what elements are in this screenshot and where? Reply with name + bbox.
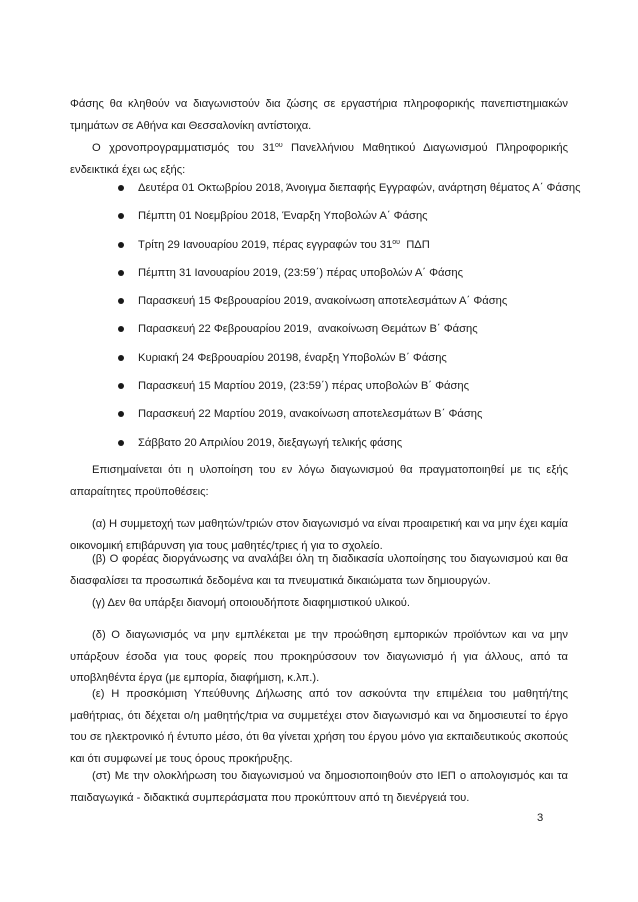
list-item-text: Παρασκευή 15 Μαρτίου 2019, (23:59΄) πέρας υποβολών Β΄ Φάσης	[138, 380, 470, 393]
list-item	[70, 435, 568, 463]
condition-c: (γ) Δεν θα υπάρξει διανομή οποιουδήποτε διαφημιστικού υλικού.	[92, 597, 411, 609]
bullet-icon	[118, 213, 124, 219]
bullet-icon	[118, 411, 124, 417]
list-item	[70, 321, 568, 349]
list-item-text: Δευτέρα 01 Οκτωβρίου 2018, Άνοιγμα διεπαφής Εγγραφών, ανάρτηση θέματος Α΄ Φάσης	[138, 182, 581, 194]
list-item	[70, 406, 568, 434]
condition-a: (α) Η συμμετοχή των μαθητών/τριών στον διαγωνισμό να είναι προαιρετική και να μην έχει καμία οικονομική επιβάρυνση για τους μαθητές/τριες ή για το σχολείο.	[70, 518, 568, 552]
page-number: 3	[537, 812, 544, 824]
paragraph-intro: Φάσης θα κληθούν να διαγωνιστούν δια ζώσης σε εργαστήρια πληροφορικής πανεπιστημιακών τμημάτων σε Αθήνα και Θεσσαλονίκη αντίστοιχα.	[70, 98, 568, 132]
bullet-icon	[118, 440, 124, 446]
list-item-text	[138, 237, 430, 253]
condition-st: (στ) Με την ολοκλήρωση του διαγωνισμού να δημοσιοποιηθούν στο ΙΕΠ ο απολογισμός και τα παιδαγωγικά - διδακτικά συμπεράσματα που προκύπτουν από τη διενέργειά του.	[70, 770, 568, 804]
list-item-text: Πέμπτη 01 Νοεμβρίου 2018, Έναρξη Υποβολών Α΄ Φάσης	[138, 210, 428, 223]
list-item-text-main: Τρίτη 29 Ιανουαρίου 2019, πέρας εγγραφών του 31	[138, 238, 393, 251]
list-item-text: Κυριακή 24 Φεβρουαρίου 20198, έναρξη Υποβολών Β΄ Φάσης	[138, 351, 447, 364]
list-item	[70, 237, 568, 265]
bullet-icon	[118, 270, 124, 276]
list-item	[70, 293, 568, 321]
bullet-icon	[118, 242, 124, 248]
paragraph-schedule	[70, 138, 568, 181]
list-item-text: Πέμπτη 31 Ιανουαρίου 2019, (23:59΄) πέρας υποβολών Α΄ Φάσης	[138, 266, 464, 279]
bullet-icon	[118, 355, 124, 361]
schedule-superscript: ου	[274, 142, 283, 149]
condition-d: (δ) Ο διαγωνισμός να μην εμπλέκεται με την προώθηση εμπορικών προϊόντων και να μην υπάρξουν έσοδα για τους φορείς που προκηρύσσουν τον διαγωνισμό ή για άλλους, από τα υποβληθέντα έργα (με εμπορία, διαφήμιση, κ.λπ.).	[70, 629, 568, 684]
list-item-text: Παρασκευή 22 Μαρτίου 2019, ανακοίνωση αποτελεσμάτων Β΄ Φάσης	[138, 408, 483, 421]
list-item-text: Σάββατο 20 Απριλίου 2019, διεξαγωγή τελικής φάσης	[138, 436, 403, 449]
list-item	[70, 180, 581, 208]
list-item	[70, 208, 568, 236]
list-item-text: Παρασκευή 15 Φεβρουαρίου 2019, ανακοίνωση αποτελεσμάτων Α΄ Φάσης	[138, 295, 508, 308]
condition-e: (ε) Η προσκόμιση Υπεύθυνης Δήλωσης από τον ασκούντα την επιμέλεια του μαθητή/της μαθήτριας, ότι δέχεται ο/η μαθητής/τρια να συμμετέχει στον διαγωνισμό και να δημοσιευτεί το έργο του σε ηλεκτρονικό ή έντυπο μέσο, ότι θα γίνεται χρήση του έργου μόνο για εκπαιδευτικούς σκοπούς και ότι συμφωνεί με τους όρους προκήρυξης.	[70, 688, 568, 765]
bullet-icon	[118, 298, 124, 304]
bullet-icon	[118, 383, 124, 389]
schedule-text-b: Πανελλήνιου Μαθητικού Διαγωνισμού Πληροφορικής ενδεικτικά έχει ως εξής:	[70, 142, 568, 176]
list-item-superscript: ου	[392, 238, 400, 246]
list-item-text: Παρασκευή 22 Φεβρουαρίου 2019, ανακοίνωση Θεμάτων Β΄ Φάσης	[138, 323, 478, 336]
paragraph-prerequisites: Επισημαίνεται ότι η υλοποίηση του εν λόγω διαγωνισμού θα πραγματοποιηθεί με τις εξής απαραίτητες προϋποθέσεις:	[70, 464, 568, 498]
schedule-list	[70, 180, 581, 463]
list-item	[70, 350, 568, 378]
list-item	[70, 378, 568, 406]
list-item	[70, 265, 568, 293]
bullet-icon	[118, 185, 124, 191]
condition-b: (β) Ο φορέας διοργάνωσης να αναλάβει όλη τη διαδικασία υλοποίησης του διαγωνισμού και θα διασφαλίσει τα προσωπικά δεδομένα και τα πνευματικά δικαιώματα των δημιουργών.	[70, 553, 568, 587]
list-item-text-tail: ΠΔΠ	[400, 238, 430, 251]
schedule-text-a: Ο χρονοπρογραμματισμός του 31	[92, 142, 275, 154]
bullet-icon	[118, 326, 124, 332]
